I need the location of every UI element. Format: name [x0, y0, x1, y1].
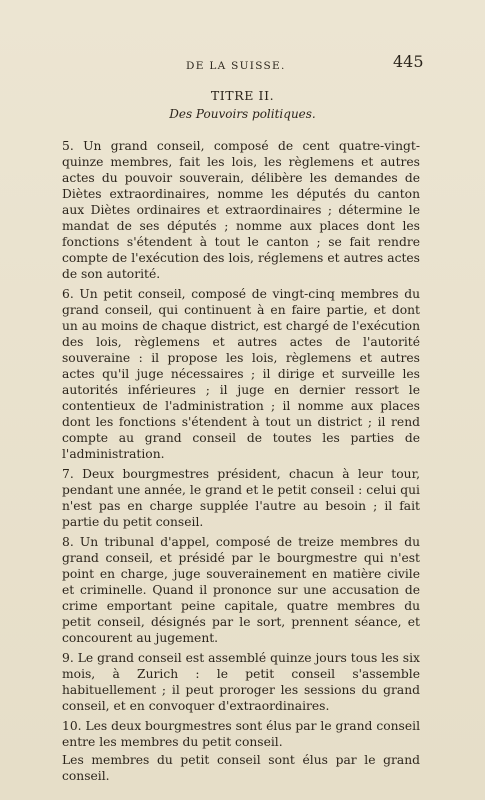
paragraph: 7. Deux bourgmestres président, chacun à leur tour, pendant une année, le grand et le petit conseil : celui qui n'est pas en charge supplée l'autre au besoin ; il fait partie du petit conseil. [62, 467, 420, 529]
section-subtitle: Des Pouvoirs politiques. [169, 107, 316, 121]
body-text [62, 138, 420, 788]
paragraph: 10. Les deux bourgmestres sont élus par le grand conseil entre les membres du petit conseil. [62, 719, 420, 749]
paragraph: 9. Le grand conseil est assemblé quinze jours tous les six mois, à Zurich : le petit conseil s'assemble habituellement ; il peut proroger les sessions du grand conseil, et en convoquer d'extraordinaires. [62, 651, 420, 713]
paragraph: 6. Un petit conseil, composé de vingt-cinq membres du grand conseil, qui continuent à en faire partie, et dont un au moins de chaque district, est chargé de l'exécution des lois, règlemens et autres actes de l'autorité souveraine : il propose les lois, règlemens et autres actes qu'il juge nécessaires ; il dirige et surveille les autorités inférieures ; il juge en dernier ressort le contentieux de l'administration ; il nomme aux places dont les fonctions s'étendent à tout un district ; il rend compte au grand conseil de toutes les parties de l'administration. [62, 287, 420, 461]
running-head-title: DE LA SUISSE. [186, 60, 286, 72]
page-number: 445 [393, 52, 424, 71]
paragraph: 5. Un grand conseil, composé de cent quatre-vingt-quinze membres, fait les lois, les règlemens et autres actes du pouvoir souverain, délibère les demandes de Diètes extraordinaires, nomme les députés du canton aux Diètes ordinaires et extraordinaires ; détermine le mandat de ses députés ; nomme aux places dont les fonctions s'étendent à tout le canton ; se fait rendre compte de l'exécution des lois, réglemens et autres actes de son autorité. [62, 139, 420, 281]
paragraph: Les membres du petit conseil sont élus par le grand conseil. [62, 753, 420, 783]
paragraph: 8. Un tribunal d'appel, composé de treize membres du grand conseil, et présidé par le bourgmestre qui n'est point en charge, juge souverainement en matière civile et criminelle. Quand il prononce sur une accusation de crime emportant peine capitale, quatre membres du petit conseil, désignés par le sort, prennent séance, et concourent au jugement. [62, 535, 420, 645]
section-title: TITRE II. [210, 88, 275, 103]
